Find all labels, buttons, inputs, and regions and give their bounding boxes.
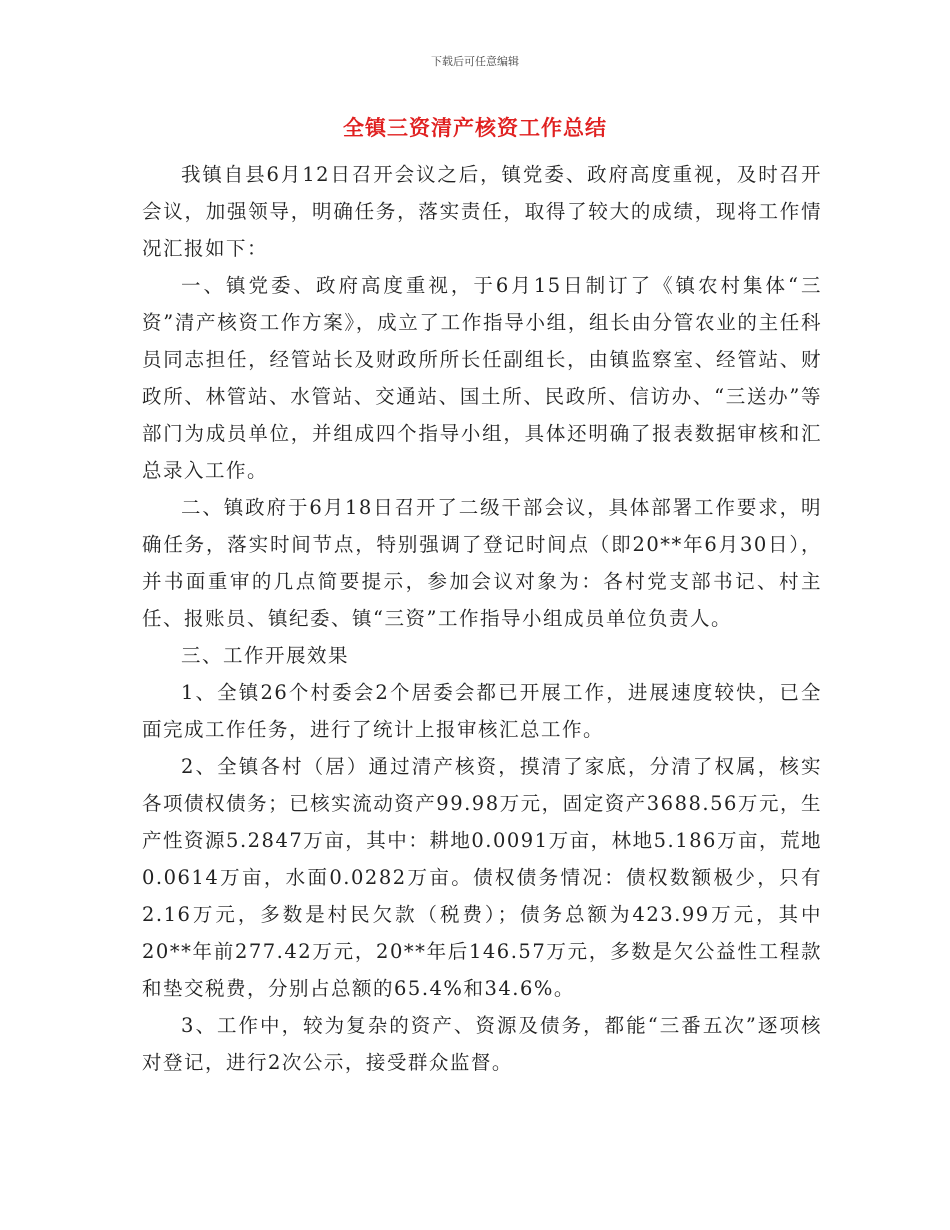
document-body [142,156,822,1081]
paragraph-item-3: 3、工作中，较为复杂的资产、资源及债务，都能“三番五次”逐项核对登记，进行2次公示，接受群众监督。 [142,1014,822,1074]
document-title: 全镇三资清产核资工作总结 [343,116,607,140]
paragraph-intro: 我镇自县6月12日召开会议之后，镇党委、政府高度重视，及时召开会议，加强领导，明确任务，落实责任，取得了较大的成绩，现将工作情况汇报如下： [142,163,822,260]
paragraph-item-2: 2、全镇各村（居）通过清产核资，摸清了家底，分清了权属，核实各项债权债务；已核实流动资产99.98万元，固定资产3688.56万元，生产性资源5.2847万亩，其中：耕地0.0091万亩，林地5.186万亩，荒地0.0614万亩，水面0.0282万亩。债权债务情况：债权数额极少，只有2.16万元，多数是村民欠款（税费）；债务总额为423.99万元，其中20**年前277.42万元，20**年后146.57万元，多数是欠公益性工程款和垫交税费，分别占总额的65.4%和34.6%。 [142,755,822,1000]
paragraph-section-3-heading: 三、工作开展效果 [181,644,350,667]
paragraph-item-1: 1、全镇26个村委会2个居委会都已开展工作，进展速度较快，已全面完成工作任务，进行了统计上报审核汇总工作。 [142,681,822,741]
paragraph-section-1: 一、镇党委、政府高度重视，于6月15日制订了《镇农村集体“三资”清产核资工作方案》，成立了工作指导小组，组长由分管农业的主任科员同志担任，经管站长及财政所所长任副组长，由镇监察室、经管站、财政所、林管站、水管站、交通站、国土所、民政所、信访办、“三送办”等部门为成员单位，并组成四个指导小组，具体还明确了报表数据审核和汇总录入工作。 [142,274,822,482]
header-note: 下载后可任意编辑 [431,55,519,68]
paragraph-section-2: 二、镇政府于6月18日召开了二级干部会议，具体部署工作要求，明确任务，落实时间节点，特别强调了登记时间点（即20**年6月30日），并书面重审的几点简要提示，参加会议对象为：各村党支部书记、村主任、报账员、镇纪委、镇“三资”工作指导小组成员单位负责人。 [142,496,822,630]
